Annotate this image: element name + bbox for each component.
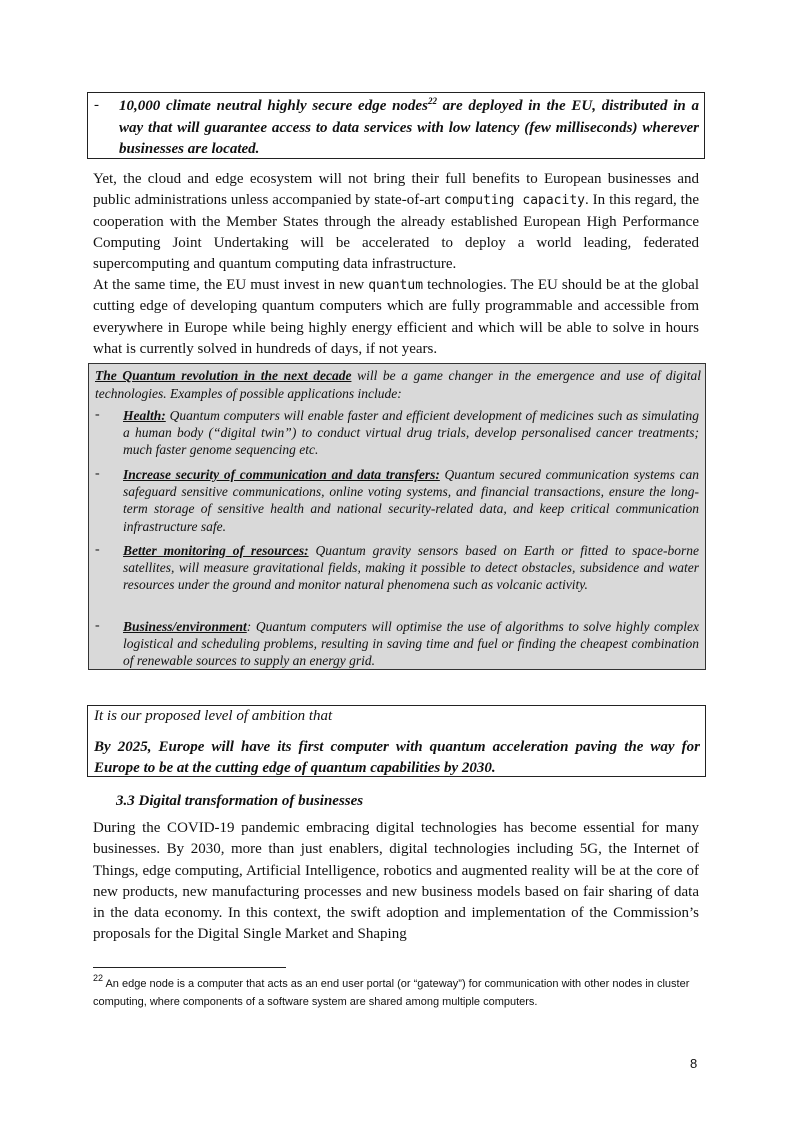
quantum-revolution-box: The Quantum revolution in the next decade will be a game changer in the emergence and use of digital technologies. Examples of possible applications include: - Health: Quantum computers will enable faster and efficient development of medicines such as simulating a human body (“digital twin”) to conduct virtual drug trials, develop personalised cancer treatments; much faster genome sequencing etc. - Increase security of communication and data transfers: Quantum secured communication systems can safeguard sensitive communications, online voting systems, and financial transactions, ensure the long-term storage of sensitive health and national security-related data, and keep critical communication infrastructure safe. - Better monitoring of resources: Quantum gravity sensors based on Earth or fitted to space-borne satellites, will measure gravitational fields, making it possible to detect obstacles, subsidence and water resources under the ground and monitor natural phenomena such as volcanic activity. - Business/environment: Quantum computers will optimise the use of algorithms to solve highly complex logistical and scheduling problems, resulting in saving time and fuel or finding the cheapest combination of renewable sources to supply an energy grid. — [88, 363, 706, 670]
page-number: 8 — [690, 1056, 698, 1071]
edge-nodes-target-box — [87, 92, 705, 159]
quantum-paragraph: At the same time, the EU must invest in new quantum technologies. The EU should be at the global cutting edge of developing quantum computers which are fully programmable and accessible from everywhere in Europe while being highly energy efficient and which will be able to solve in hours what is currently solved in hundreds of days, if not years. — [93, 277, 699, 357]
footnote-number: 22 — [93, 973, 104, 983]
bullet-dash: - — [94, 97, 99, 113]
ambition-box — [87, 705, 706, 777]
footnote-ref[interactable]: 22 — [427, 96, 437, 106]
footnote-divider — [93, 967, 286, 968]
section-paragraph: During the COVID-19 pandemic embracing digital technologies has become essential for many businesses. By 2030, more than just enablers, digital technologies including 5G, the Internet of Things, edge computing, Artificial Intelligence, robotics and augmented reality will be at the core of new products, new manufacturing processes and new business models based on fair sharing of data in the data economy. In this context, the swift adoption and implementation of the Commission’s proposals for the Digital Single Market and Shaping — [93, 820, 699, 943]
quantum-box-intro: The Quantum revolution in the next decade will be a game changer in the emergence and use of digital technologies. Examples of possible applications include: — [95, 368, 701, 401]
computing-capacity-paragraph: Yet, the cloud and edge ecosystem will not bring their full benefits to European businesses and public administrations unless accompanied by state-of-art computing capacity. In this regard, the cooperation with the Member States through the already established European High Performance Computing Joint Undertaking will be accelerated to deploy a world leading, federated supercomputing and quantum computing data infrastructure. — [93, 171, 699, 273]
ambition-statement: By 2025, Europe will have its first computer with quantum acceleration paving the way for Europe to be at the cutting edge of quantum capabilities by 2030. — [94, 739, 700, 776]
section-heading: 3.3 Digital transformation of businesses — [116, 793, 364, 809]
edge-nodes-target-text: 10,000 climate neutral highly secure edge nodes$^{22}$ are deployed in the EU, distributed in a way that will guarantee access to data services with low latency (few milliseconds) wherever businesses are located. — [119, 96, 699, 157]
ambition-intro: It is our proposed level of ambition that — [94, 708, 333, 724]
footnote: $^{22}$ An edge node is a computer that acts as an end user portal (or “gateway”) for communication with other nodes in cluster computing, where components of a software system are shared among multiple computers. — [93, 973, 690, 1008]
